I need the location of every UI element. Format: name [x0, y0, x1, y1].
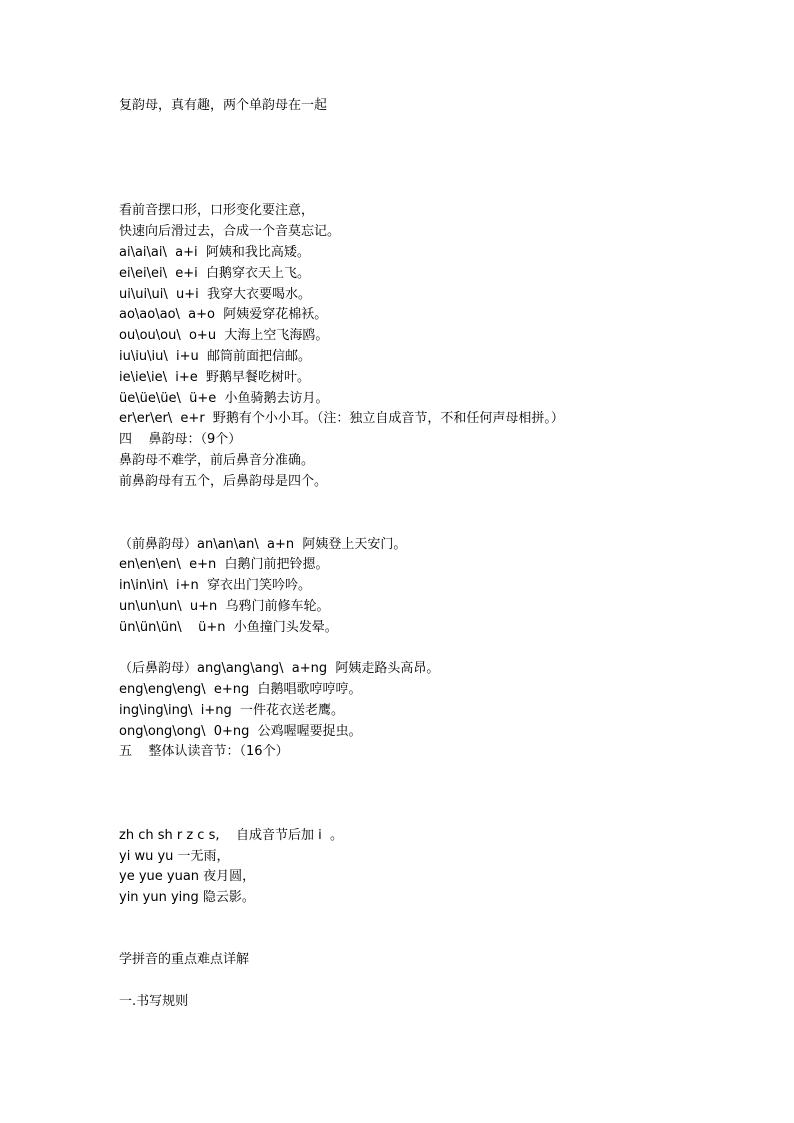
compound-final-line: üe\üe\üe\ ü+e 小鱼骑鹅去访月。 [119, 391, 329, 406]
intro-line: 复韵母，真有趣，两个单韵母在一起 [119, 98, 328, 113]
section-title: 学拼音的重点难点详解 [119, 952, 250, 967]
nasal-final-line: eng\eng\eng\ e+ng 白鹅唱歌哼哼哼。 [119, 682, 362, 697]
section-heading: 四 鼻韵母：（9个） [119, 432, 242, 447]
compound-final-line: iu\iu\iu\ i+u 邮筒前面把信邮。 [119, 349, 311, 364]
compound-final-line: ao\ao\ao\ a+o 阿姨爱穿花棉袄。 [119, 307, 328, 322]
rhyme-line: 鼻韵母不难学，前后鼻音分准确。 [119, 453, 315, 468]
compound-final-line: ie\ie\ie\ i+e 野鹅早餐吃树叶。 [119, 370, 311, 385]
compound-final-line: er\er\er\ e+r 野鹅有个小小耳。（注：独立自成音节，不和任何声母相拼。） [119, 411, 564, 426]
section-heading: 五 整体认读音节：（16个） [119, 744, 289, 759]
nasal-final-line: ün\ün\ün\ ü+n 小鱼撞门头发晕。 [119, 620, 338, 635]
rhyme-line: 前鼻韵母有五个，后鼻韵母是四个。 [119, 474, 328, 489]
syllable-line: yin yun ying 隐云影。 [119, 890, 255, 905]
nasal-final-line: en\en\en\ e+n 白鹅门前把铃摁。 [119, 557, 329, 572]
compound-final-line: ou\ou\ou\ o+u 大海上空飞海鸥。 [119, 328, 329, 343]
nasal-final-line: in\in\in\ i+n 穿衣出门笑吟吟。 [119, 578, 311, 593]
syllable-line: yi wu yu 一无雨， [119, 849, 230, 864]
nasal-final-line: ong\ong\ong\ 0+ng 公鸡喔喔要捉虫。 [119, 724, 362, 739]
nasal-final-line: （后鼻韵母）ang\ang\ang\ a+ng 阿姨走路头高昂。 [119, 661, 440, 676]
rhyme-line: 快速向后滑过去，合成一个音莫忘记。 [119, 224, 341, 239]
nasal-final-line: ing\ing\ing\ i+ng 一件花衣送老鹰。 [119, 703, 344, 718]
nasal-final-line: （前鼻韵母）an\an\an\ a+n 阿姨登上天安门。 [119, 537, 407, 552]
compound-final-line: ui\ui\ui\ u+i 我穿大衣要喝水。 [119, 287, 311, 302]
compound-final-line: ai\ai\ai\ a+i 阿姨和我比高矮。 [119, 245, 310, 260]
syllable-line: zh ch sh r z c s, 自成音节后加 i 。 [119, 828, 344, 843]
rhyme-line: 看前音摆口形，口形变化要注意， [119, 203, 315, 218]
compound-final-line: ei\ei\ei\ e+i 白鹅穿衣天上飞。 [119, 266, 311, 281]
syllable-line: ye yue yuan 夜月圆， [119, 869, 256, 884]
subsection-title: 一.书写规则 [119, 994, 189, 1009]
nasal-final-line: un\un\un\ u+n 乌鸦门前修车轮。 [119, 599, 330, 614]
